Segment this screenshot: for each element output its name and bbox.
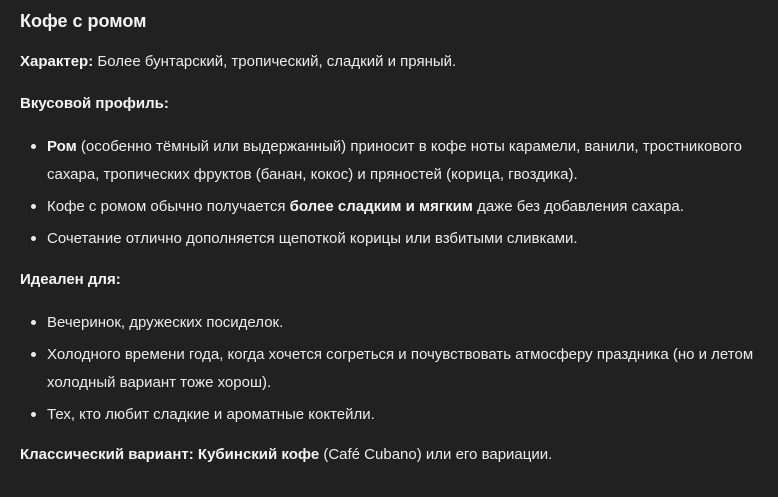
list-item-text: Холодного времени года, когда хочется согреться и почувствовать атмосферу праздника (но и летом холодный вариант тоже хорош).	[47, 346, 754, 391]
classic-text: (Café Cubano) или его вариации.	[319, 446, 553, 463]
bullet-icon	[31, 236, 36, 241]
list-item-bold: Ром	[47, 138, 77, 155]
list-item-text: Кофе с ромом обычно получается	[47, 198, 290, 215]
list-item	[20, 341, 758, 397]
list-item	[20, 309, 758, 337]
bullet-icon	[31, 144, 36, 149]
ideal-for-label: Идеален для:	[20, 271, 121, 288]
list-item-bold: более сладким и мягким	[289, 198, 473, 215]
character-label: Характер:	[20, 53, 94, 70]
classic-bold: Кубинский кофе	[193, 446, 320, 463]
list-item-text: Вечеринок, дружеских посиделок.	[47, 314, 284, 331]
bullet-icon	[31, 320, 36, 325]
bullet-icon	[31, 412, 36, 417]
list-item-text: (особенно тёмный или выдержанный) приносит в кофе ноты карамели, ванили, тростникового сахара, тропических фруктов (банан, кокос) и пряностей (корица, гвоздика).	[47, 138, 742, 183]
character-text: Более бунтарский, тропический, сладкий и пряный.	[93, 53, 457, 70]
list-item	[20, 133, 758, 189]
section-title: Кофе с ромом	[20, 11, 147, 31]
flavor-profile-heading	[20, 89, 758, 119]
ideal-for-heading	[20, 265, 758, 295]
flavor-profile-label: Вкусовой профиль:	[20, 95, 169, 112]
classic-paragraph	[20, 440, 758, 470]
list-item	[20, 225, 758, 253]
bullet-icon	[31, 352, 36, 357]
classic-label: Классический вариант:	[20, 446, 194, 463]
list-item-text: Тех, кто любит сладкие и ароматные коктейли.	[47, 406, 375, 423]
character-paragraph	[20, 47, 758, 77]
bullet-icon	[31, 204, 36, 209]
list-item-text: Сочетание отлично дополняется щепоткой корицы или взбитыми сливками.	[47, 230, 578, 247]
list-item	[20, 193, 758, 221]
ideal-for-list	[20, 309, 758, 429]
flavor-profile-list	[20, 133, 758, 253]
list-item	[20, 401, 758, 429]
list-item-text: даже без добавления сахара.	[472, 198, 684, 215]
